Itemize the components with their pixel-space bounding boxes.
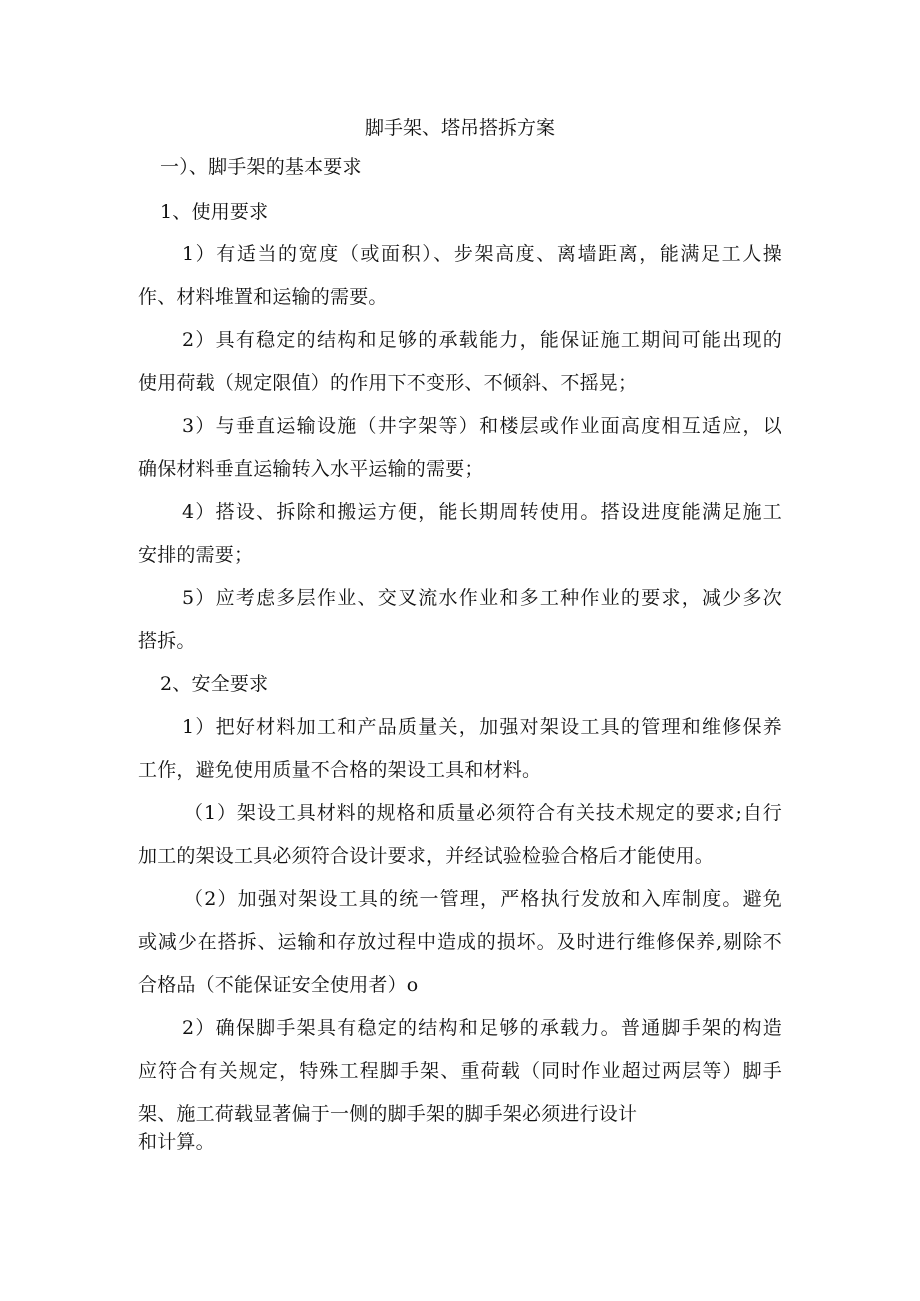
paragraph-line: 搭拆。 bbox=[138, 630, 196, 652]
paragraph-line: （1）架设工具材料的规格和质量必须符合有关技术规定的要求;自行 bbox=[184, 802, 782, 824]
section-heading: 一）、脚手架的基本要求 bbox=[160, 156, 362, 178]
paragraph-line: 作、材料堆置和运输的需要。 bbox=[138, 286, 388, 308]
paragraph-line: 工作，避免使用质量不合格的架设工具和材料。 bbox=[138, 759, 542, 781]
paragraph-line: 1）把好材料加工和产品质量关，加强对架设工具的管理和维修保养 bbox=[182, 716, 782, 738]
paragraph-line: 架、施工荷载显著偏于一侧的脚手架的脚手架必须进行设计 bbox=[138, 1103, 638, 1125]
paragraph-line: 4）搭设、拆除和搬运方便，能长期周转使用。搭设进度能满足施工 bbox=[182, 501, 782, 523]
paragraph-line: 或减少在搭拆、运输和存放过程中造成的损坏。及时进行维修保养,剔除不 bbox=[138, 931, 782, 953]
document-title: 脚手架、塔吊搭拆方案 bbox=[364, 117, 555, 139]
paragraph-line: 2）确保脚手架具有稳定的结构和足够的承载力。普通脚手架的构造 bbox=[182, 1017, 782, 1039]
paragraph-line: 加工的架设工具必须符合设计要求，并经试验检验合格后才能使用。 bbox=[138, 845, 715, 867]
subsection-heading: 2、安全要求 bbox=[160, 673, 269, 695]
paragraph-line: 合格品（不能保证安全使用者）o bbox=[138, 974, 419, 996]
paragraph-line: 应符合有关规定，特殊工程脚手架、重荷载（同时作业超过两层等）脚手 bbox=[138, 1060, 782, 1082]
paragraph-line: 5）应考虑多层作业、交叉流水作业和多工种作业的要求，减少多次 bbox=[182, 587, 782, 609]
paragraph-line: 3）与垂直运输设施（井字架等）和楼层或作业面高度相互适应，以 bbox=[182, 415, 782, 437]
paragraph-line: 和计算。 bbox=[138, 1131, 215, 1153]
paragraph-line: 确保材料垂直运输转入水平运输的需要； bbox=[138, 458, 484, 480]
paragraph-line: 2）具有稳定的结构和足够的承载能力，能保证施工期间可能出现的 bbox=[182, 329, 782, 351]
subsection-heading: 1、使用要求 bbox=[160, 201, 269, 223]
paragraph-line: 安排的需要； bbox=[138, 544, 254, 566]
paragraph-line: 1）有适当的宽度（或面积）、步架高度、离墙距离，能满足工人操 bbox=[182, 243, 782, 265]
paragraph-line: （2）加强对架设工具的统一管理，严格执行发放和入库制度。避免 bbox=[184, 888, 782, 910]
paragraph-line: 使用荷载（规定限值）的作用下不变形、不倾斜、不摇晃； bbox=[138, 372, 638, 394]
